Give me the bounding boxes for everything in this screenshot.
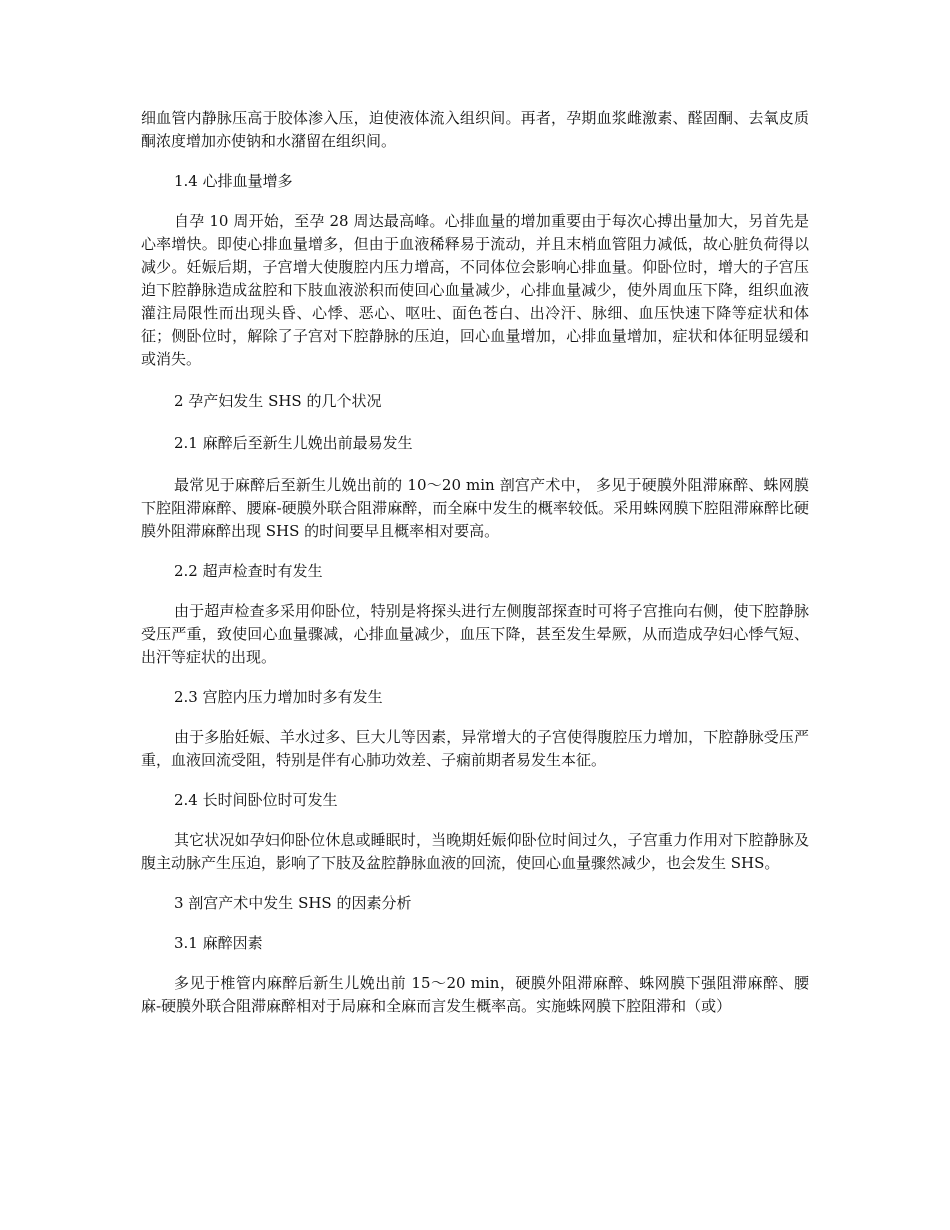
body-paragraph: 最常见于麻醉后至新生儿娩出前的 10～20 min 剖宫产术中， 多见于硬膜外阻滞麻醉、蛛网膜下腔阻滞麻醉、腰麻-硬膜外联合阻滞麻醉，而全麻中发生的概率较低。采用蛛网膜下腔阻滞麻醉比硬膜外阻滞麻醉出现 SHS 的时间要早且概率相对要高。 (141, 476, 809, 540)
section-heading: 2.2 超声检查时有发生 (174, 562, 323, 580)
body-paragraph: 多见于椎管内麻醉后新生儿娩出前 15～20 min，硬膜外阻滞麻醉、蛛网膜下强阻滞麻醉、腰麻-硬膜外联合阻滞麻醉相对于局麻和全麻而言发生概率高。实施蛛网膜下腔阻滞和（或） (141, 974, 809, 1015)
section-heading: 3.1 麻醉因素 (174, 934, 263, 952)
body-paragraph: 自孕 10 周开始，至孕 28 周达最高峰。心排血量的增加重要由于每次心搏出量加大，另首先是心率增快。即使心排血量增多，但由于血液稀释易于流动，并且末梢血管阻力减低，故心脏负荷得以减少。妊娠后期，子宫增大使腹腔内压力增高，不同体位会影响心排血量。仰卧位时，增大的子宫压迫下腔静脉造成盆腔和下肢血液淤积而使回心血量减少，心排血量减少，使外周血压下降，组织血液灌注局限性而出现头昏、心悸、恶心、呕吐、面色苍白、出冷汗、脉细、血压快速下降等症状和体征；侧卧位时，解除了子宫对下腔静脉的压迫，回心血量增加，心排血量增加，症状和体征明显缓和或消失。 (141, 212, 809, 368)
body-paragraph: 细血管内静脉压高于胶体渗入压，迫使液体流入组织间。再者，孕期血浆雌激素、醛固酮、去氧皮质酮浓度增加亦使钠和水潴留在组织间。 (141, 109, 809, 150)
body-paragraph: 由于多胎妊娠、羊水过多、巨大儿等因素，异常增大的子宫使得腹腔压力增加，下腔静脉受压严重，血液回流受阻，特别是伴有心肺功效差、子痫前期者易发生本征。 (141, 728, 809, 769)
section-heading: 2 孕产妇发生 SHS 的几个状况 (174, 392, 382, 410)
section-heading: 3 剖宫产术中发生 SHS 的因素分析 (174, 894, 412, 912)
section-heading: 2.4 长时间卧位时可发生 (174, 791, 338, 809)
body-paragraph: 其它状况如孕妇仰卧位休息或睡眠时，当晚期妊娠仰卧位时间过久，子宫重力作用对下腔静脉及腹主动脉产生压迫，影响了下肢及盆腔静脉血液的回流，使回心血量骤然减少，也会发生 SHS。 (141, 831, 809, 872)
body-paragraph: 由于超声检查多采用仰卧位，特别是将探头进行左侧腹部探查时可将子宫推向右侧，使下腔静脉受压严重，致使回心血量骤减，心排血量减少，血压下降，甚至发生晕厥，从而造成孕妇心悸气短、出汗等症状的出现。 (141, 602, 809, 666)
document-page (141, 107, 809, 1018)
section-heading: 1.4 心排血量增多 (174, 172, 293, 190)
section-heading: 2.1 麻醉后至新生儿娩出前最易发生 (174, 434, 413, 452)
section-heading: 2.3 宫腔内压力增加时多有发生 (174, 688, 383, 706)
